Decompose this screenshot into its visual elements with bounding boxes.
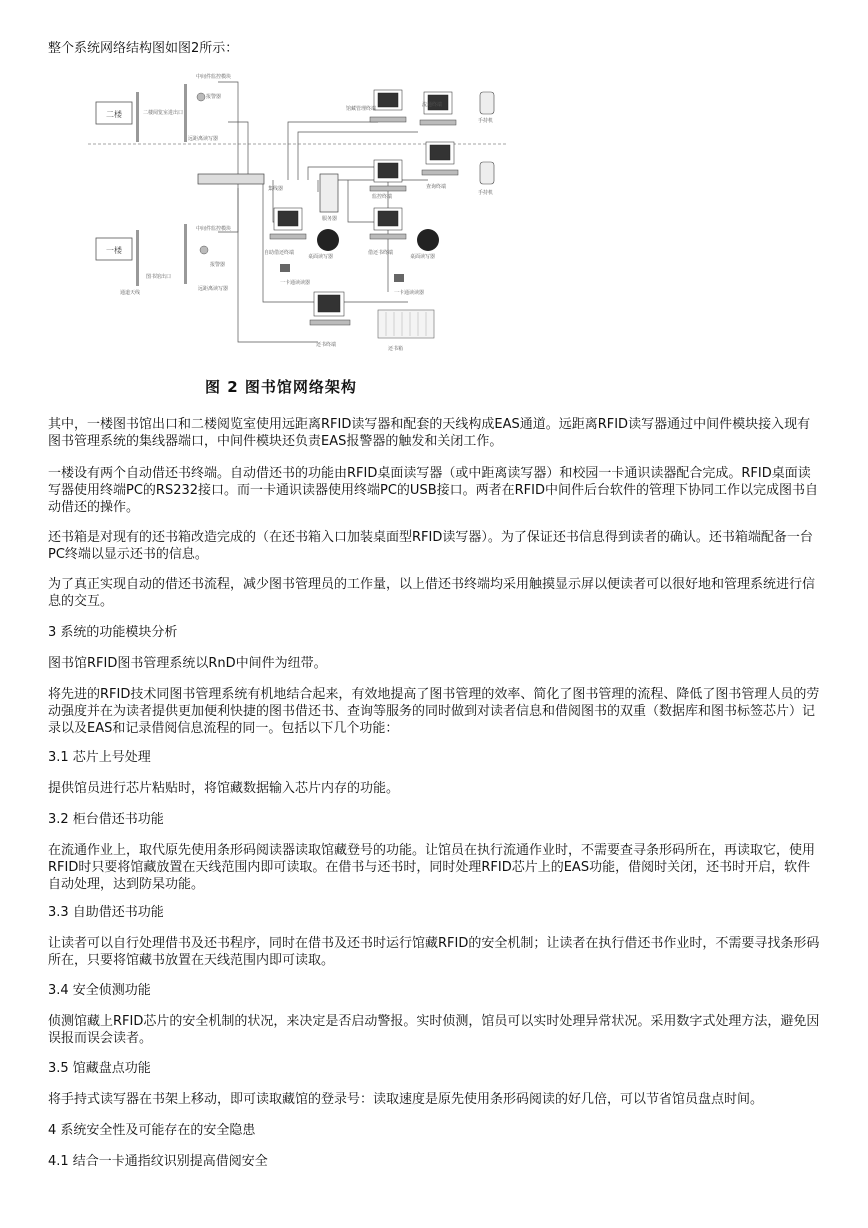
paragraph-10: 侦测馆藏上RFID芯片的安全机制的状况，来决定是否启动警报。实时侦测，馆员可以实时处理异常状况。采用数字式处理方法，避免因误报而误会读者。 <box>48 1014 820 1046</box>
paragraph-2: 一楼设有两个自动借还书终端。自动借还书的功能由RFID桌面读写器（或中距离读写器）和校园一卡通识读器配合完成。RFID桌面读写器使用终端PC的RS232接口。而一卡通识读器使用终端PC的USB接口。两者在RFID中间件后台软件的管理下协同工作以完成图书自动借还的操作。 <box>48 466 818 515</box>
return-box-label: 还书箱 <box>388 346 404 352</box>
return-box-icon <box>378 310 434 338</box>
card-reader-2-label: 一卡通读读器 <box>394 290 425 296</box>
server-icon <box>320 174 338 212</box>
floor1-label: 一楼 <box>106 246 122 255</box>
hub-icon <box>198 174 264 184</box>
reading-room-label: 二楼阅览室进出口 <box>143 110 184 116</box>
section-heading-3-5: 3.5 馆藏盘点功能 <box>48 1061 151 1076</box>
section-heading-3-4: 3.4 安全侦测功能 <box>48 983 151 998</box>
card-reader-label: 一卡通读读器 <box>280 280 311 286</box>
circulation-label: 流通终端 <box>422 102 443 108</box>
network-architecture-figure <box>88 62 508 362</box>
desktop-reader-2-label: 桌面读写器 <box>410 254 436 260</box>
handheld-2-label: 手持机 <box>478 190 494 196</box>
floor2-label: 二楼 <box>106 110 122 119</box>
hub-label: 集线器 <box>268 186 284 192</box>
card-reader-icon <box>317 229 339 251</box>
section-heading-3: 3 系统的功能模块分析 <box>48 625 178 640</box>
paragraph-4: 为了真正实现自动的借还书流程，减少图书管理员的工作量，以上借还书终端均采用触摸显示屏以便读者可以很好地和管理系统进行信息的交互。 <box>48 577 816 609</box>
middleware-top-label: 中间件监控模块 <box>196 74 232 80</box>
section-heading-4-1: 4.1 结合一卡通指纹识别提高借阅安全 <box>48 1154 268 1169</box>
paragraph-11: 将手持式读写器在书架上移动，即可读取藏馆的登录号：读取速度是原先使用条形码阅读的好几倍，可以节省馆员盘点时间。 <box>48 1092 764 1107</box>
paragraph-5: 图书馆RFID图书管理系统以RnD中间件为纽带。 <box>48 656 327 671</box>
handheld-2-icon <box>480 162 494 184</box>
return-terminal-label: 还书终端 <box>316 342 337 348</box>
section-heading-3-2: 3.2 柜台借还书功能 <box>48 812 164 827</box>
query-label: 查询终端 <box>426 184 447 190</box>
alarm-top-label: 报警器 <box>206 94 222 100</box>
paragraph-8: 在流通作业上，取代原先使用条形码阅读器读取馆藏登号的功能。让馆员在执行流通作业时，不需要查寻条形码所在，再读取它，使用RFID时只要将馆藏放置在天线范围内即可读取。在借书与还书时，同时处理RFID芯片上的EAS功能，借阅时关闭，还书时开启，软件自动处理，达到防杲功能。 <box>48 843 816 892</box>
paragraph-7: 提供馆员进行芯片粘贴时，将馆藏数据输入芯片内存的功能。 <box>48 781 400 796</box>
middleware-bottom-label: 中间件监控模块 <box>196 226 232 232</box>
handheld-1-label: 手持机 <box>478 118 494 124</box>
section-heading-3-1: 3.1 芯片上号处理 <box>48 750 151 765</box>
long-reader-top-label: 远距离读写器 <box>188 136 219 142</box>
collection-terminal-label: 馆藏管理终端 <box>346 106 377 112</box>
library-exit-label: 图书馆出口 <box>146 274 172 280</box>
long-reader-bottom-label: 远距离读写器 <box>198 286 229 292</box>
intro-text: 整个系统网络结构图如图2所示： <box>48 41 239 56</box>
paragraph-6: 将先进的RFID技术同图书管理系统有机地结合起来，有效地提高了图书管理的效率、简化了图书管理的流程、降低了图书管理人员的劳动强度并在为读者提供更加便利快捷的图书借还书、查询等服务的同时做到对读者信息和借阅图书的双重（数据库和图书标签芯片）记录以及EAS和记录借阅信息流程的同一。包括以下几个功能： <box>48 687 820 736</box>
card-reader-2-icon <box>417 229 439 251</box>
desktop-reader-label: 桌面读写器 <box>308 254 334 260</box>
section-heading-4: 4 系统安全性及可能存在的安全隐患 <box>48 1123 256 1138</box>
server-label: 服务器 <box>322 216 338 222</box>
section-heading-3-3: 3.3 自助借还书功能 <box>48 905 164 920</box>
paragraph-1: 其中，一楼图书馆出口和二楼阅览室使用远距离RFID读写器和配套的天线构成EAS通道。远距离RFID读写器通过中间件模块接入现有图书管理系统的集线器端口，中间件模块还负责EAS报警器的触发和关闭工作。 <box>48 417 811 449</box>
monitor-label: 监控终端 <box>372 194 393 200</box>
figure-caption: 图 2 图书馆网络架构 <box>205 378 357 396</box>
paragraph-9: 让读者可以自行处理借书及还书程序，同时在借书及还书时运行馆藏RFID的安全机制；让读者在执行借还书作业时，不需要寻找条形码所在，只要将馆藏书放置在天线范围内即可读取。 <box>48 936 820 968</box>
paragraph-3: 还书箱是对现有的还书箱改造完成的（在还书箱入口加装桌面型RFID读写器）。为了保证还书信息得到读者的确认。还书箱端配备一台PC终端以显示还书的信息。 <box>48 530 813 562</box>
self-loan-2-label: 借还书终端 <box>368 250 394 256</box>
alarm-bottom-label: 报警器 <box>210 262 226 268</box>
antenna-label: 通道天线 <box>120 290 141 296</box>
self-loan-label: 自助借还终端 <box>264 250 295 256</box>
handheld-1-icon <box>480 92 494 114</box>
